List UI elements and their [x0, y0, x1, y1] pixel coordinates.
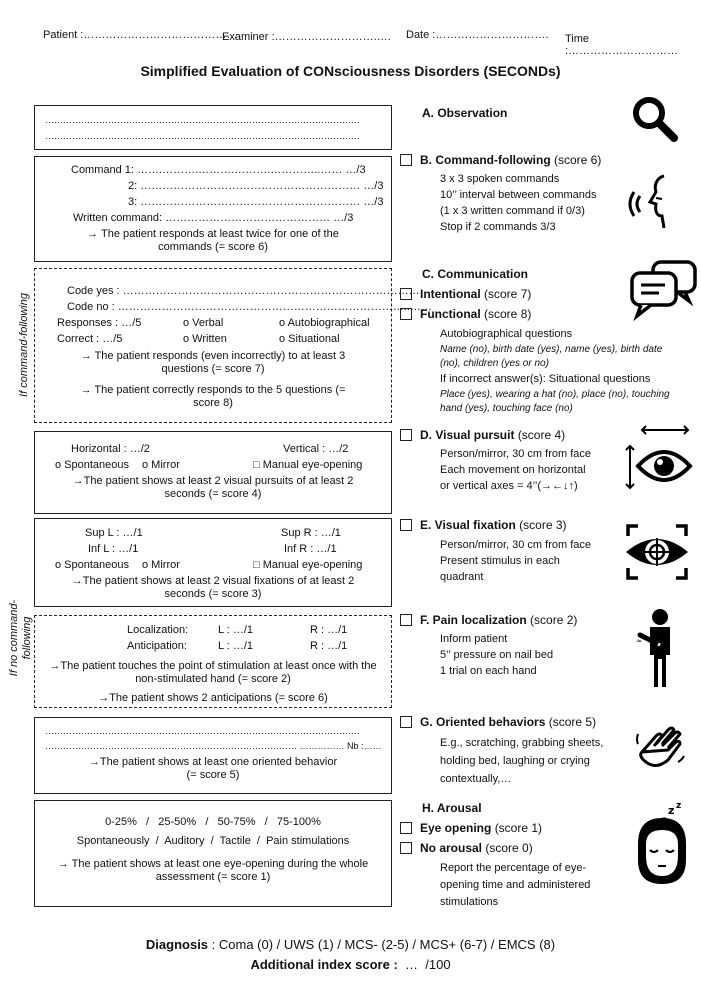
intentional-checkbox[interactable] [400, 288, 412, 300]
waving-hand-icon [634, 722, 686, 770]
autobiographical-option[interactable]: o Autobiographical [279, 317, 370, 329]
section-f-title: F. Pain localization (score 2) [400, 613, 577, 628]
box-visual-fixation [34, 518, 392, 607]
section-b-title: B. Command-following (score 6) [400, 153, 601, 168]
written-option[interactable]: o Written [183, 333, 227, 345]
verbal-option[interactable]: o Verbal [183, 317, 224, 329]
localization-left[interactable]: L : …/1 [218, 624, 254, 636]
command-3[interactable]: 3: …………………………………………………… …/3 [128, 196, 384, 208]
inf-left[interactable]: Inf L : …/1 [88, 543, 139, 555]
localization-right[interactable]: R : …/1 [310, 624, 348, 636]
functional-row: Functional (score 8) [400, 307, 531, 322]
box-observation [34, 105, 392, 150]
section-h-details: Report the percentage of eye- opening time and administered stimulations [440, 862, 591, 908]
page-title: Simplified Evaluation of CONsciousness Disorders (SECONDs) [140, 63, 561, 79]
anticipation-right[interactable]: R : …/1 [310, 640, 348, 652]
svg-text:z: z [676, 801, 682, 811]
code-yes[interactable]: Code yes : ……………………………………………………………………… [67, 285, 420, 297]
eye-opening-row: Eye opening (score 1) [400, 821, 542, 836]
stimulation-types[interactable]: Spontaneously / Auditory / Tactile / Pain stimulations [76, 835, 350, 847]
situational-list: Place (yes), wearing a hat (no), place (no), touching hand (yes), touching face (no) [440, 389, 670, 414]
anticipation-rule: →The patient shows 2 anticipations (= score 6) [98, 692, 328, 704]
box-arousal [34, 800, 392, 907]
communication-rule-2: → The patient correctly responds to the 5 questions (= score 8) [80, 384, 346, 409]
anticipation-label: Anticipation: [127, 640, 187, 652]
diagnosis-line: Diagnosis : Coma (0) / UWS (1) / MCS- (2-5) / MCS+ (6-7) / EMCS (8) [145, 937, 556, 952]
eye-arrows-icon [624, 424, 696, 496]
section-d-details: Person/mirror, 30 cm from face Each movement on horizontal or vertical axes = 4’’(→←↓↑) [440, 448, 591, 492]
section-e-title: E. Visual fixation (score 3) [400, 518, 567, 533]
behavior-rule: →The patient shows at least one oriented behavior (= score 5) [88, 756, 338, 781]
section-f-details: Inform patient 5’’ pressure on nail bed 1 trial on each hand [440, 633, 554, 677]
inf-right[interactable]: Inf R : …/1 [284, 543, 337, 555]
eye-opening-checkbox[interactable] [400, 822, 412, 834]
autobiographical-list: Name (no), birth date (yes), name (yes), birth date (no), children (yes or no) [440, 344, 663, 369]
sup-right[interactable]: Sup R : …/1 [281, 527, 341, 539]
command-1[interactable]: Command 1: …….……….……….……….…………..…… …/3 [71, 164, 366, 176]
written-command[interactable]: Written command: ……………………………………… …/3 [73, 212, 354, 224]
time-field[interactable]: Time :………………………… [565, 33, 679, 57]
no-arousal-row: No arousal (score 0) [400, 841, 533, 856]
command-following-checkbox[interactable] [400, 154, 412, 166]
fixation-mirror[interactable]: o Mirror [142, 559, 180, 571]
localization-rule: →The patient touches the point of stimulation at least once with the non-stimulated hand (= score 2) [49, 660, 377, 685]
box-command-following [34, 156, 392, 262]
section-a-title: A. Observation [422, 106, 508, 120]
date-field[interactable]: Date :…………………………. [406, 29, 549, 41]
visual-fixation-checkbox[interactable] [400, 519, 412, 531]
section-e-details: Person/mirror, 30 cm from face Present stimulus in each quadrant [440, 539, 591, 583]
box-oriented-behaviors [34, 717, 392, 794]
eye-opening-percentage[interactable]: 0-25% / 25-50% / 50-75% / 75-100% [105, 816, 321, 828]
correct-count[interactable]: Correct : …/5 [57, 333, 123, 345]
svg-text:≈: ≈ [636, 637, 642, 645]
arousal-rule: → The patient shows at least one eye-opening during the whole assessment (= score 1) [57, 858, 369, 883]
functional-checkbox[interactable] [400, 308, 412, 320]
magnifier-icon [630, 94, 680, 144]
sleeping-head-icon [634, 800, 690, 886]
oriented-behaviors-checkbox[interactable] [400, 716, 412, 728]
pain-localization-checkbox[interactable] [400, 614, 412, 626]
pursuit-rule: →The patient shows at least 2 visual pursuits of at least 2 seconds (= score 4) [72, 475, 354, 500]
code-no[interactable]: Code no : ……………………………………………………………………..…… [67, 301, 432, 313]
person-pain-icon [636, 607, 680, 689]
pursuit-mirror[interactable]: o Mirror [142, 459, 180, 471]
section-g-title: G. Oriented behaviors (score 5) [400, 715, 596, 730]
autobiographical-head: Autobiographical questions [440, 328, 573, 340]
fixation-manual-eye-opening[interactable]: □ Manual eye-opening [253, 559, 363, 571]
fixation-rule: →The patient shows at least 2 visual fixations of at least 2 seconds (= score 3) [71, 575, 355, 600]
horizontal-score[interactable]: Horizontal : …/2 [71, 443, 150, 455]
vertical-score[interactable]: Vertical : …/2 [283, 443, 349, 455]
communication-rule-1: → The patient responds (even incorrectly) to at least 3 questions (= score 7) [80, 350, 346, 375]
section-b-details: 3 x 3 spoken commands 10’’ interval between commands (1 x 3 written command if 0/3) Stop if 2 commands 3/3 [440, 173, 597, 233]
svg-text:z: z [668, 804, 675, 817]
speaking-head-icon [624, 172, 684, 232]
situational-option[interactable]: o Situational [279, 333, 340, 345]
side-label-no-command: If no command-following [8, 599, 33, 677]
command-rule: → The patient responds at least twice for one of the commands (= score 6) [87, 228, 339, 253]
box-communication [34, 268, 432, 423]
section-c-title: C. Communication [422, 267, 529, 281]
responses-count[interactable]: Responses : …/5 [57, 317, 142, 329]
observation-line-1[interactable]: …………………………………………………………………………………………… [45, 115, 360, 125]
visual-pursuit-checkbox[interactable] [400, 429, 412, 441]
section-d-title: D. Visual pursuit (score 4) [400, 428, 565, 443]
examiner-field[interactable]: Examiner :……………………….…. [222, 31, 391, 43]
intentional-row: Intentional (score 7) [400, 287, 531, 302]
sup-left[interactable]: Sup L : …/1 [85, 527, 143, 539]
section-h-title: H. Arousal [422, 801, 482, 815]
command-2[interactable]: 2: …………………………………………………… …/3 [128, 180, 384, 192]
box-pain-localization [34, 615, 392, 708]
index-score-line: Additional index score : … /100 [250, 957, 451, 972]
eye-target-icon [624, 522, 690, 582]
anticipation-left[interactable]: L : …/1 [218, 640, 254, 652]
situational-head: If incorrect answer(s): Situational questions [440, 373, 651, 385]
fixation-spontaneous[interactable]: o Spontaneous [55, 559, 130, 571]
no-arousal-checkbox[interactable] [400, 842, 412, 854]
pursuit-manual-eye-opening[interactable]: □ Manual eye-opening [253, 459, 363, 471]
side-label-command: If command-following [18, 293, 30, 397]
pursuit-spontaneous[interactable]: o Spontaneous [55, 459, 130, 471]
localization-label: Localization: [127, 624, 189, 636]
patient-field[interactable]: Patient :…………………………………… [43, 29, 238, 41]
chat-bubbles-icon [629, 259, 699, 321]
section-g-details: E.g., scratching, grabbing sheets, holding bed, laughing or crying contextually,… [440, 737, 604, 785]
index-score-value[interactable]: … /100 [397, 957, 451, 972]
behavior-line-1[interactable]: …………………………………………………………………………………………… [45, 726, 360, 736]
box-visual-pursuit [34, 431, 392, 514]
behavior-line-2[interactable]: ………………………………………………………………………… …………… Nb :…… [45, 741, 382, 751]
observation-line-2[interactable]: …………………………………………………………………………………………… [45, 131, 360, 141]
